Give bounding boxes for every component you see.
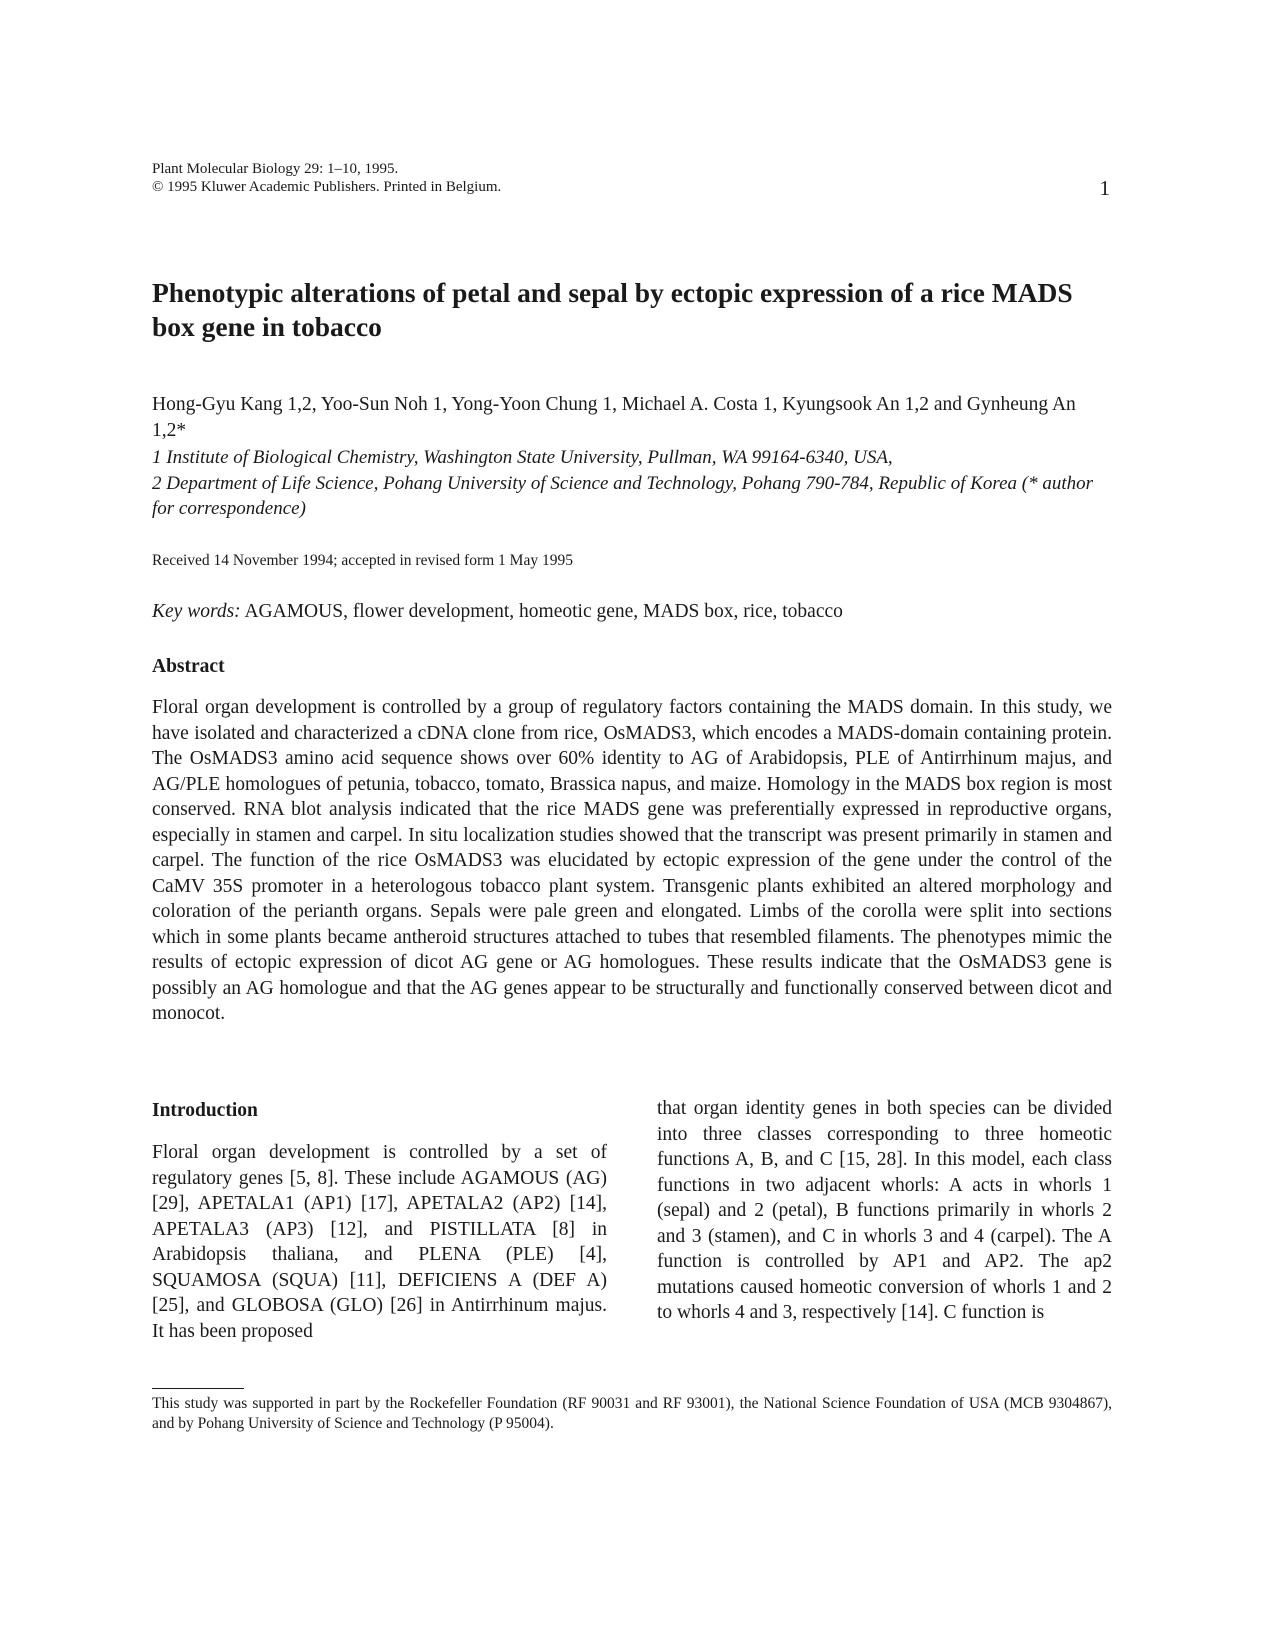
abstract-heading: Abstract (152, 656, 225, 677)
affiliations (152, 445, 1112, 522)
affiliation-2: 2 Department of Life Science, Pohang University of Science and Technology, Pohang 790-784, Republic of Korea (* author for correspondence) (152, 472, 1094, 519)
received-dates: Received 14 November 1994; accepted in revised form 1 May 1995 (152, 552, 573, 569)
introduction-column-left: Floral organ development is controlled by a set of regulatory genes [5, 8]. These include AGAMOUS (AG) [29], APETALA1 (AP1) [17], APETALA2 (AP2) [14], APETALA3 (AP3) [12], and PISTILLATA [8] in Arabidopsis thaliana, and PLENA (PLE) [4], SQUAMOSA (SQUA) [11], DEFICIENS A (DEF A) [25], and GLOBOSA (GLO) [26] in Antirrhinum majus. It has been proposed (152, 1142, 607, 1342)
article-title: Phenotypic alterations of petal and sepal by ectopic expression of a rice MADS box gene in tobacco (152, 277, 1073, 342)
keywords (152, 601, 843, 623)
page-number: 1 (1099, 176, 1110, 200)
keywords-label: Key words: (152, 601, 241, 622)
introduction-heading: Introduction (152, 1100, 258, 1121)
footnote-divider (152, 1388, 244, 1389)
keywords-text: AGAMOUS, flower development, homeotic gene, MADS box, rice, tobacco (244, 601, 843, 622)
funding-footnote: This study was supported in part by the Rockefeller Foundation (RF 90031 and RF 93001), the National Science Foundation of USA (MCB 9304867), and by Pohang University of Science and Technology (P 95004). (152, 1395, 1112, 1432)
journal-line: Plant Molecular Biology 29: 1–10, 1995. (152, 161, 399, 177)
journal-citation (152, 160, 501, 196)
author-list: Hong-Gyu Kang 1,2, Yoo-Sun Noh 1, Yong-Yoon Chung 1, Michael A. Costa 1, Kyungsook An 1,2 and Gynheung An 1,2* (152, 394, 1076, 441)
affiliation-1: 1 Institute of Biological Chemistry, Washington State University, Pullman, WA 99164-6340, USA, (152, 447, 893, 468)
abstract-body: Floral organ development is controlled by a group of regulatory factors containing the MADS domain. In this study, we have isolated and characterized a cDNA clone from rice, OsMADS3, which encodes a MADS-domain containing protein. The OsMADS3 amino acid sequence shows over 60% identity to AG of Arabidopsis, PLE of Antirrhinum majus, and AG/PLE homologues of petunia, tobacco, tomato, Brassica napus, and maize. Homology in the MADS box region is most conserved. RNA blot analysis indicated that the rice MADS gene was preferentially expressed in reproductive organs, especially in stamen and carpel. In situ localization studies showed that the transcript was present primarily in stamen and carpel. The function of the rice OsMADS3 was elucidated by ectopic expression of the gene under the control of the CaMV 35S promoter in a heterologous tobacco plant system. Transgenic plants exhibited an altered morphology and coloration of the perianth organs. Sepals were pale green and elongated. Limbs of the corolla were split into sections which in some plants became antheroid structures attached to tubes that resembled filaments. The phenotypes mimic the results of ectopic expression of dicot AG gene or AG homologues. These results indicate that the OsMADS3 gene is possibly an AG homologue and that the AG genes appear to be structurally and functionally conserved between dicot and monocot. (152, 697, 1112, 1024)
introduction-column-right: that organ identity genes in both species can be divided into three classes corresponding to three homeotic functions A, B, and C [15, 28]. In this model, each class functions in two adjacent whorls: A acts in whorls 1 (sepal) and 2 (petal), B functions primarily in whorls 2 and 3 (stamen), and C in whorls 3 and 4 (carpel). The A function is controlled by AP1 and AP2. The ap2 mutations caused homeotic conversion of whorls 1 and 2 to whorls 4 and 3, respectively [14]. C function is (657, 1098, 1112, 1323)
copyright-line: © 1995 Kluwer Academic Publishers. Printed in Belgium. (152, 179, 502, 195)
